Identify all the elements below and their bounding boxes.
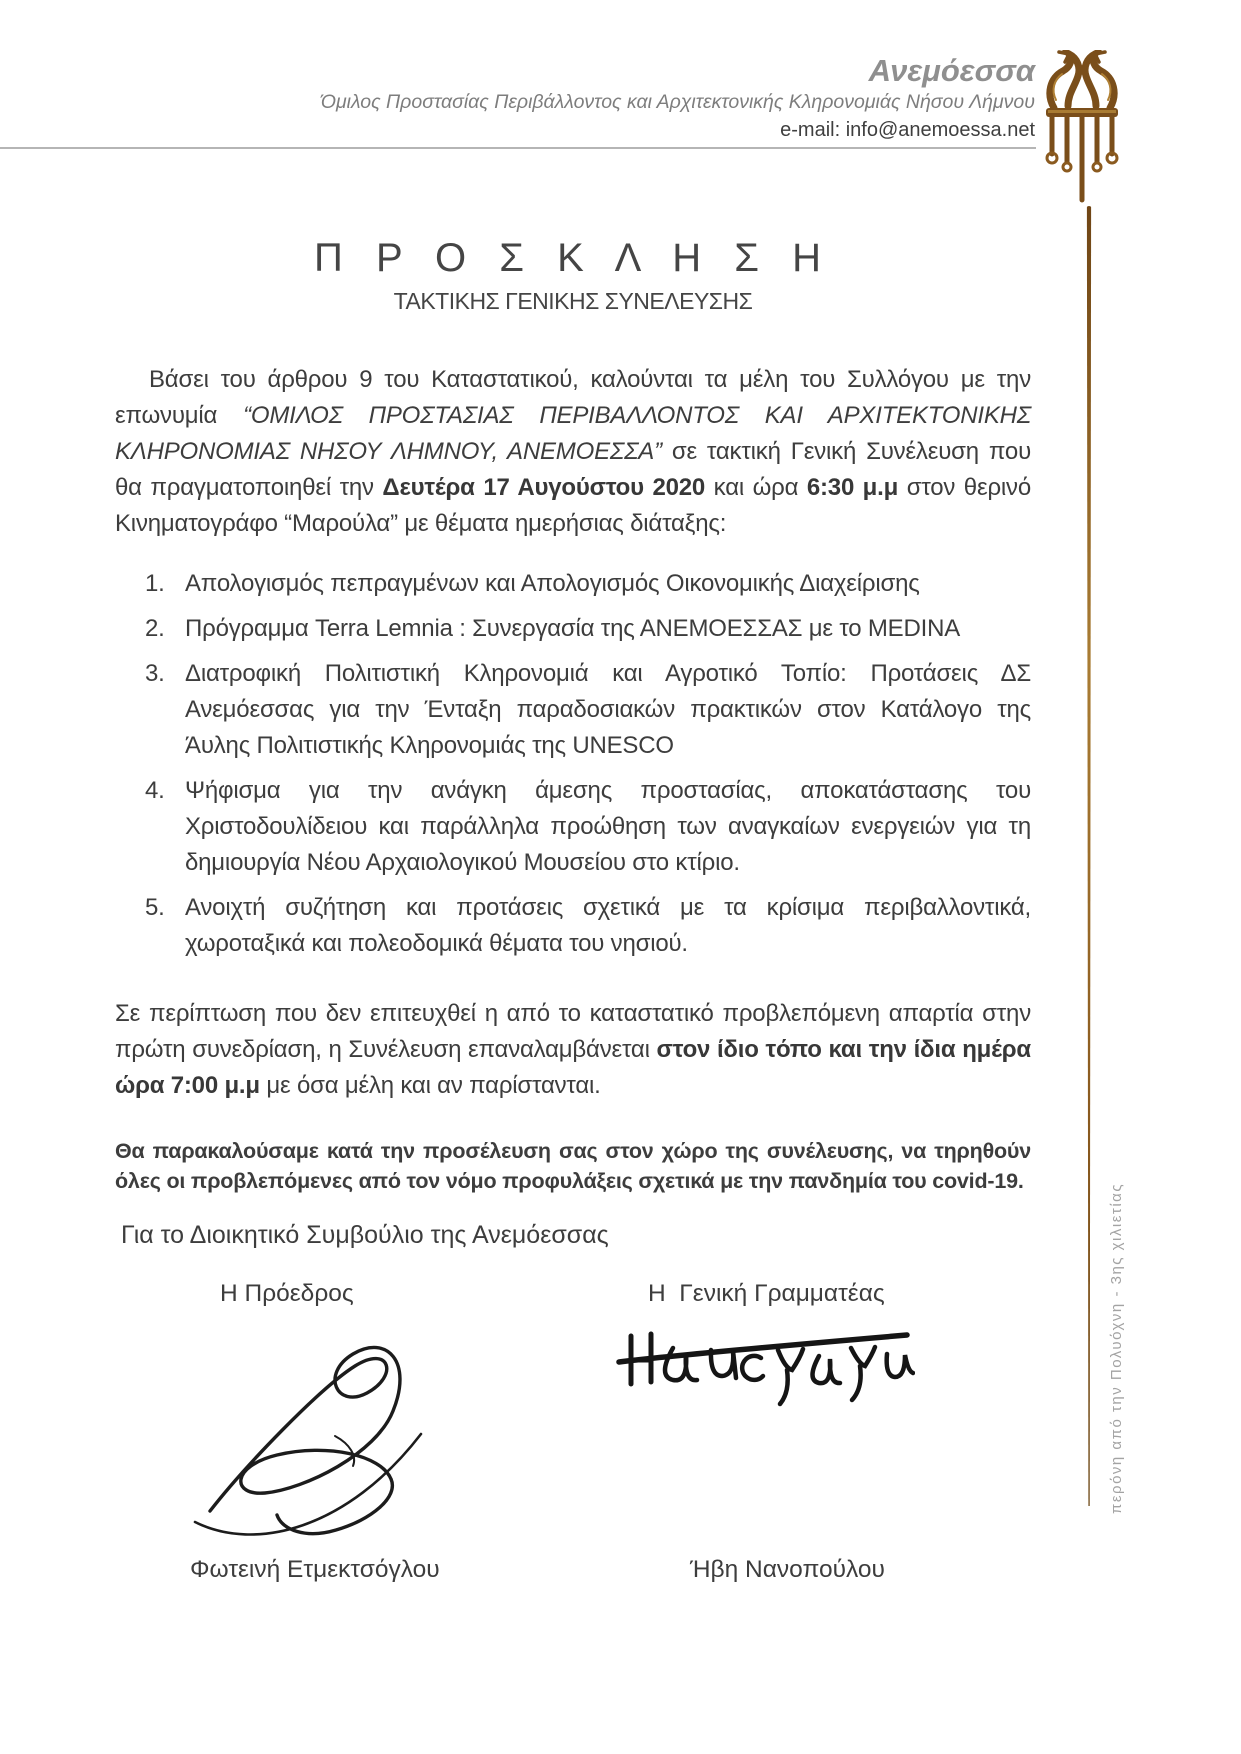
- intro-text-2: σε τακτική Γενική Συνέλευση που θα πραγματοποιηθεί την: [115, 438, 1031, 501]
- agenda-item-text: Ανοιχτή συζήτηση και προτάσεις σχετικά με τα κρίσιμα περιβαλλοντικά, χωροταξικά και πολεοδομικά θέματα του νησιού.: [185, 894, 1031, 957]
- agenda-item-text: Ψήφισμα για την ανάγκη άμεσης προστασίας, αποκατάστασης του Χριστοδουλίδειου και παράλληλα προώθηση των αναγκαίων ενεργειών για τη δημιουργία Νέου Αρχαιολογικού Μουσείου στο κτίριο.: [185, 777, 1031, 876]
- page-title: Π Ρ Ο Σ Κ Λ Η Σ Η: [313, 236, 833, 280]
- agenda-item: [145, 656, 1031, 764]
- quorum-text-1: Σε περίπτωση που δεν επιτευχθεί η από το καταστατικό προβλεπόμενη απαρτία στην πρώτη συνεδρίαση, η Συνέλευση επαναλαμβάνεται: [115, 1000, 1031, 1063]
- agenda-list: [115, 566, 1031, 962]
- page-subtitle: ΤΑΚΤΙΚΗΣ ΓΕΝΙΚΗΣ ΣΥΝΕΛΕΥΣΗΣ: [393, 288, 753, 314]
- secretary-role-label: Η Γενική Γραμματέας: [648, 1279, 885, 1307]
- president-name: Φωτεινή Ετμεκτσόγλου: [190, 1555, 440, 1583]
- org-email: e-mail: info@anemoessa.net: [780, 119, 1035, 141]
- pin-caption: περόνη από την Πολυόχνη - 3ης χιλιετίας: [1108, 1182, 1125, 1514]
- agenda-item-number: 5.: [145, 894, 165, 921]
- intro-paragraph: [115, 362, 1031, 542]
- header-divider: [0, 147, 1036, 149]
- signature-area: [115, 1280, 1031, 1610]
- intro-text-1: Βάσει του άρθρου 9 του Καταστατικού, καλούνται τα μέλη του Συλλόγου με την επωνυμία: [115, 366, 1031, 429]
- org-description: Όμιλος Προστασίας Περιβάλλοντος και Αρχιτεκτονικής Κληρονομιάς Νήσου Λήμνου: [320, 91, 1035, 113]
- secretary-name: Ήβη Νανοπούλου: [690, 1555, 885, 1583]
- meeting-date: Δευτέρα 17 Αυγούστου 2020: [382, 474, 706, 501]
- quorum-paragraph: [115, 996, 1031, 1104]
- agenda-item: [145, 773, 1031, 881]
- repeat-meeting-time: στον ίδιο τόπο και την ίδια ημέρα ώρα 7:00 μ.μ: [115, 1036, 1031, 1099]
- bronze-pin-icon: [1036, 50, 1128, 210]
- agenda-item-text: Απολογισμός πεπραγμένων και Απολογισμός Οικονομικής Διαχείρισης: [185, 570, 920, 597]
- agenda-item-number: 4.: [145, 777, 165, 804]
- agenda-item: [145, 611, 1031, 647]
- org-name-caps: “ΟΜΙΛΟΣ ΠΡΟΣΤΑΣΙΑΣ ΠΕΡΙΒΑΛΛΟΝΤΟΣ ΚΑΙ ΑΡΧΙΤΕΚΤΟΝΙΚΗΣ ΚΛΗΡΟΝΟΜΙΑΣ ΝΗΣΟΥ ΛΗΜΝΟΥ, ΑΝΕΜΟΕΣΣΑ”: [115, 402, 1031, 465]
- letterhead: [320, 54, 1035, 143]
- document-body: [115, 234, 1031, 1610]
- agenda-item-number: 3.: [145, 660, 165, 687]
- covid-notice: Θα παρακαλούσαμε κατά την προσέλευση σας στον χώρο της συνέλευσης, να τηρηθούν όλες οι προβλεπόμενες από τον νόμο προφυλάξεις σχετικά με την πανδημία του covid-19.: [115, 1139, 1031, 1193]
- pin-stem: [1086, 206, 1092, 1506]
- agenda-item: [145, 566, 1031, 602]
- intro-text-3: και ώρα: [705, 474, 807, 501]
- meeting-time: 6:30 μ.μ: [806, 474, 899, 501]
- agenda-item-text: Πρόγραμμα Terra Lemnia : Συνεργασία της ΑΝΕΜΟΕΣΣΑΣ με το MEDINA: [185, 615, 961, 642]
- agenda-item-number: 2.: [145, 615, 165, 642]
- org-name: Ανεμόεσσα: [868, 53, 1035, 88]
- president-signature: [185, 1316, 435, 1551]
- agenda-item-number: 1.: [145, 570, 165, 597]
- agenda-item-text: Διατροφική Πολιτιστική Κληρονομιά και Αγροτικό Τοπίο: Προτάσεις ΔΣ Ανεμόεσσας για την Ένταξη παραδοσιακών πρακτικών στον Κατάλογο της Άυλης Πολιτιστικής Κληρονομιάς της UNESCO: [185, 660, 1031, 759]
- president-role-label: Η Πρόεδρος: [220, 1279, 354, 1307]
- quorum-text-2: με όσα μέλη και αν παρίστανται.: [259, 1072, 601, 1099]
- secretary-signature: [615, 1318, 915, 1413]
- agenda-item: [145, 890, 1031, 962]
- intro-text-4: στον θερινό Κινηματογράφο “Μαρούλα” με θέματα ημερήσιας διάταξης:: [115, 474, 1031, 537]
- closing-line: Για το Διοικητικό Συμβούλιο της Ανεμόεσσας: [121, 1220, 609, 1249]
